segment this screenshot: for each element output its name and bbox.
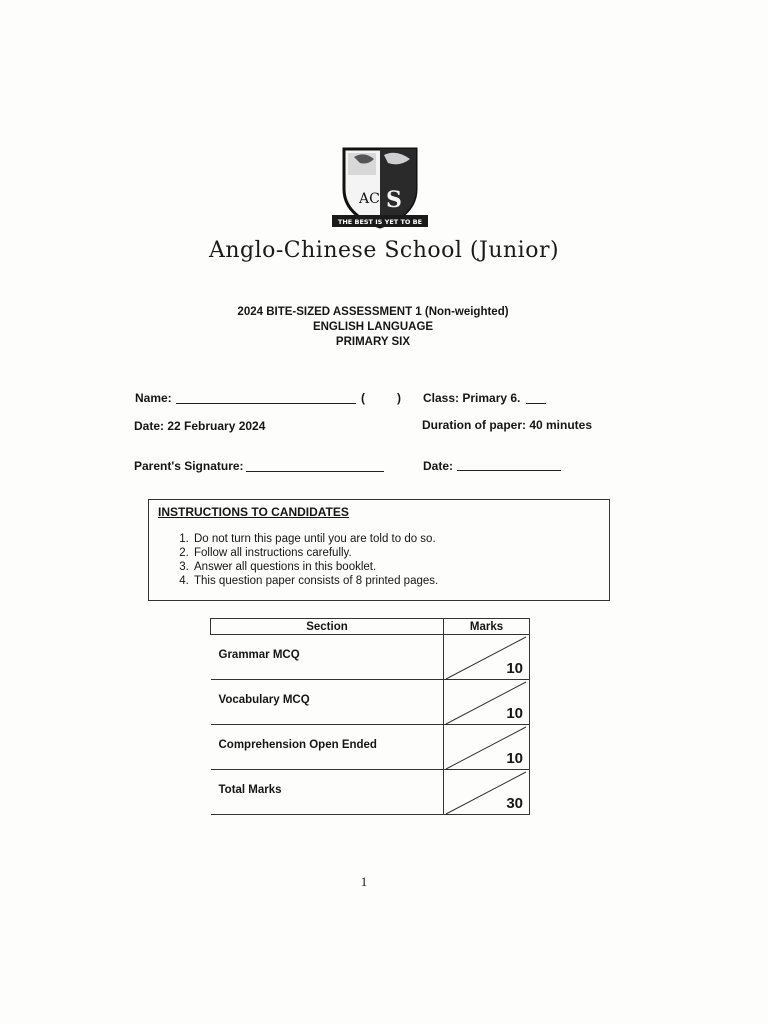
- crest-letters-ac: AC: [359, 191, 380, 207]
- signature-date-label: Date:: [423, 459, 454, 473]
- school-name: Anglo-Chinese School (Junior): [208, 238, 560, 263]
- total-marks-value: 10: [506, 705, 523, 722]
- table-row: [211, 635, 530, 680]
- parent-signature-field[interactable]: [246, 471, 384, 472]
- section-name: Vocabulary MCQ: [218, 694, 310, 706]
- instruction-item: 3. Answer all questions in this booklet.: [192, 560, 438, 574]
- page-number: 1: [360, 874, 368, 889]
- marks-table: [210, 618, 530, 815]
- instruction-item: 2. Follow all instructions carefully.: [192, 546, 438, 560]
- total-marks-value: 30: [506, 795, 523, 812]
- instructions-list: [176, 532, 438, 588]
- marks-header: Marks: [444, 619, 530, 635]
- marks-cell[interactable]: [444, 680, 530, 725]
- crest-letter-s: S: [386, 187, 402, 213]
- table-row: [211, 770, 530, 815]
- assessment-title: 2024 BITE-SIZED ASSESSMENT 1 (Non-weighted): [237, 306, 509, 318]
- section-name: Total Marks: [218, 784, 282, 796]
- index-bracket-close: ): [397, 391, 401, 405]
- parent-signature-label: Parent's Signature:: [134, 459, 244, 473]
- section-header: Section: [211, 619, 444, 635]
- section-name: Grammar MCQ: [218, 649, 300, 661]
- exam-date: Date: 22 February 2024: [134, 419, 266, 433]
- class-label: Class: Primary 6.: [423, 391, 521, 405]
- instructions-title: INSTRUCTIONS TO CANDIDATES: [158, 505, 349, 519]
- table-row: [211, 680, 530, 725]
- marks-cell[interactable]: [444, 725, 530, 770]
- total-marks-value: 10: [506, 750, 523, 767]
- instructions-box: [148, 499, 610, 601]
- index-bracket-open: (: [361, 391, 365, 405]
- class-field[interactable]: [526, 403, 546, 404]
- level-title: PRIMARY SIX: [335, 336, 411, 348]
- section-name: Comprehension Open Ended: [218, 739, 377, 751]
- name-label: Name:: [135, 391, 172, 405]
- table-row: [211, 725, 530, 770]
- marks-cell[interactable]: [444, 770, 530, 815]
- instruction-item: 1. Do not turn this page until you are told to do so.: [192, 532, 438, 546]
- total-marks-value: 10: [506, 660, 523, 677]
- name-field[interactable]: [176, 403, 356, 404]
- school-crest: [330, 145, 430, 237]
- marks-cell[interactable]: [444, 635, 530, 680]
- subject-title: ENGLISH LANGUAGE: [312, 321, 434, 333]
- instruction-item: 4. This question paper consists of 8 printed pages.: [192, 574, 438, 588]
- paper-duration: Duration of paper: 40 minutes: [422, 418, 593, 432]
- signature-date-field[interactable]: [457, 470, 561, 471]
- crest-motto: THE BEST IS YET TO BE: [337, 218, 423, 226]
